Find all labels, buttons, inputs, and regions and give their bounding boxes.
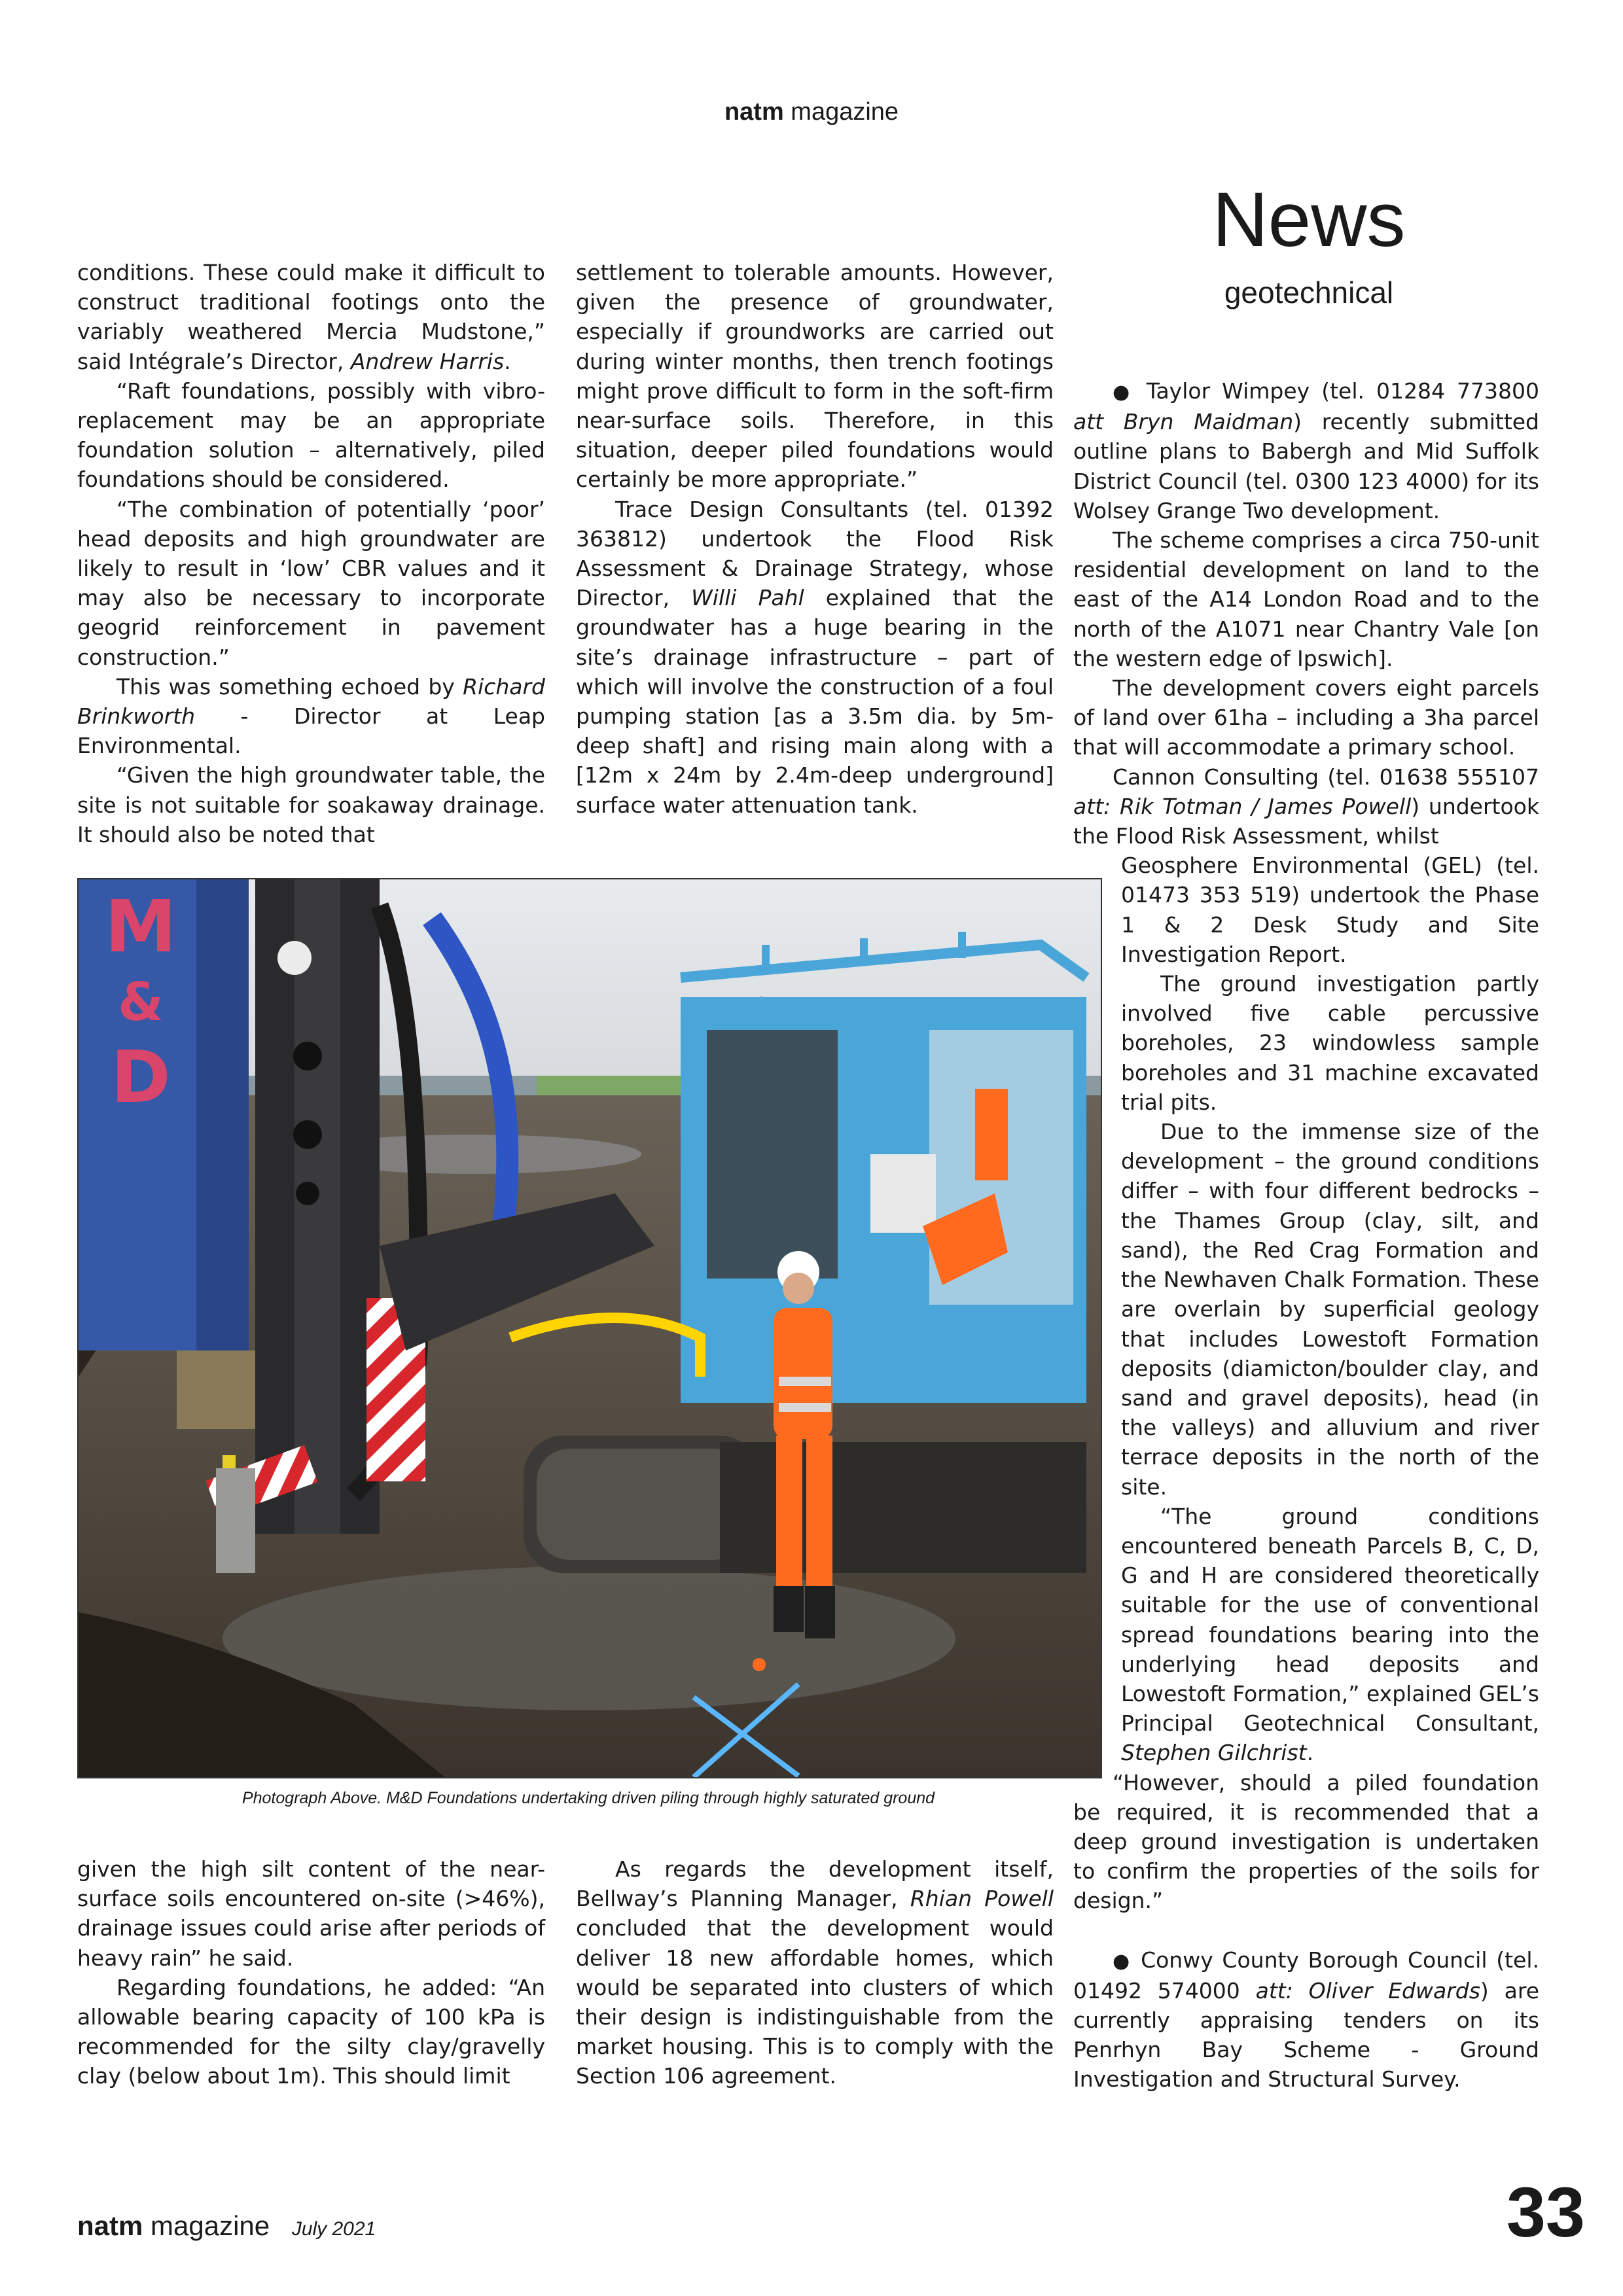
column-2-bottom bbox=[576, 1854, 1054, 2091]
paragraph: “However, should a piled foundation be required, it is recommended that a deep ground investigation is undertaken to confirm the properties of the soils for design.” bbox=[1073, 1769, 1539, 1914]
paragraph: given the high silt content of the near-surface soils encountered on-site (>46%), drainage issues could arise after periods of heavy rain” he said. bbox=[77, 1856, 545, 1971]
rig-letter: M bbox=[105, 885, 177, 968]
masthead-brand: natm bbox=[724, 98, 784, 126]
paragraph: Regarding foundations, he added: “An allowable bearing capacity of 100 kPa is recommended for the silty clay/gravelly clay (below about 1m). This should limit bbox=[77, 1974, 545, 2089]
paragraph: Cannon Consulting (tel. 01638 555107 att: Rik Totman / James Powell) undertook the Flood Risk Assessment, whilst bbox=[1073, 764, 1539, 849]
person-name: Stephen Gilchrist bbox=[1121, 1740, 1307, 1766]
paragraph: “The ground conditions encountered beneath Parcels B, C, D, G and H are considered theoretically suitable for the use of conventional spread foundations bearing into the underlying head deposits and Lowestoft Formation,” explained GEL’s Principal Geotechnical Consultant, Stephen Gilchrist. bbox=[1121, 1503, 1539, 1766]
page-number: 33 bbox=[1506, 2172, 1585, 2252]
person-name: Willi Pahl bbox=[691, 585, 804, 611]
contact-name: att: Oliver Edwards bbox=[1255, 1977, 1480, 2004]
photo-caption: Photograph Above. M&D Foundations undertaking driven piling through highly saturated ground bbox=[241, 1789, 935, 1807]
column-3 bbox=[1073, 376, 1539, 2094]
paragraph: The development covers eight parcels of land over 61ha – including a 3ha parcel that will accommodate a primary school. bbox=[1073, 675, 1539, 760]
paragraph: “Given the high groundwater table, the site is not suitable for soakaway drainage. It should also be noted that bbox=[77, 762, 545, 847]
piling-rig-photo bbox=[77, 878, 1102, 1778]
paragraph: “The combination of potentially ‘poor’ head deposits and high groundwater are likely to result in ‘low’ CBR values and it may also be necessary to incorporate geogrid reinforcement in pavement construction.” bbox=[77, 496, 545, 670]
paragraph: Due to the immense size of the development – the ground conditions differ – with four different bedrocks – the Thames Group (clay, silt, and sand), the Red Crag Formation and the Newhaven Chalk Formation. These are overlain by superficial geology that includes Lowestoft Formation deposits (diamicton/boulder clay, and sand and gravel deposits), head (in the valleys) and alluvium and river terrace deposits in the north of the site. bbox=[1121, 1119, 1539, 1500]
column-2-top bbox=[576, 258, 1054, 820]
paragraph: settlement to tolerable amounts. However, given the presence of groundwater, especially if groundworks are carried out during winter months, then trench footings might prove difficult to form in the soft-firm near-surface soils. Therefore, in this situation, deeper piled foundations would certainly be more appropriate.” bbox=[576, 260, 1054, 493]
paragraph: The ground investigation partly involved five cable percussive boreholes, 23 windowless sample boreholes and 31 machine excavated trial pits. bbox=[1121, 971, 1539, 1115]
person-name: Rhian Powell bbox=[910, 1886, 1054, 1912]
paragraph: “Raft foundations, possibly with vibro-replacement may be an appropriate foundation solution – alternatively, piled foundations should be considered. bbox=[77, 378, 545, 493]
section-subtitle: geotechnical bbox=[1224, 275, 1394, 309]
paragraph: The scheme comprises a circa 750-unit residential development on land to the east of the A14 London Road and to the north of the A1071 near Chantry Vale [on the western edge of Ipswich]. bbox=[1073, 527, 1539, 671]
wrapped-text bbox=[1121, 851, 1539, 1767]
section-title: News bbox=[1212, 177, 1406, 263]
masthead bbox=[0, 98, 1623, 126]
paragraph: conditions. These could make it difficult to construct traditional footings onto the variably weathered Mercia Mudstone,” said Intégrale’s Director, Andrew Harris. bbox=[77, 260, 545, 374]
contact-name: att Bryn Maidman bbox=[1073, 409, 1294, 435]
rig-letter: & bbox=[118, 972, 164, 1033]
person-name: Andrew Harris bbox=[350, 348, 505, 374]
footer bbox=[77, 2210, 376, 2242]
person-name: Richard Brinkworth bbox=[77, 673, 545, 730]
footer-name: magazine bbox=[151, 2210, 270, 2241]
column-1-bottom bbox=[77, 1854, 545, 2091]
paragraph: ● Taylor Wimpey (tel. 01284 773800 att Bryn Maidman) recently submitted outline plans to Babergh and Mid Suffolk District Council (tel. 0300 123 4000) for its Wolsey Grange Two development. bbox=[1073, 378, 1540, 523]
contact-name: att: Rik Totman / James Powell bbox=[1073, 793, 1412, 819]
masthead-name: magazine bbox=[791, 98, 899, 126]
paragraph: Geosphere Environmental (GEL) (tel. 01473 353 519) undertook the Phase 1 & 2 Desk Study and Site Investigation Report. bbox=[1121, 853, 1539, 967]
paragraph: Trace Design Consultants (tel. 01392 363812) undertook the Flood Risk Assessment & Drainage Strategy, whose Director, Willi Pahl explained that the groundwater has a huge bearing in the site’s drainage infrastructure – part of which will involve the construction of a foul pumping station [as a 3.5m dia. by 5m-deep shaft] and rising main along with a [12m x 24m by 2.4m-deep underground] surface water attenuation tank. bbox=[576, 496, 1054, 818]
column-1-top bbox=[77, 258, 545, 849]
bullet-icon: ● bbox=[1113, 1949, 1132, 1973]
paragraph: As regards the development itself, Bellway’s Planning Manager, Rhian Powell concluded that the development would deliver 18 new affordable homes, which would be separated into clusters of which their design is indistinguishable from the market housing. This is to comply with the Section 106 agreement. bbox=[576, 1856, 1054, 2089]
issue-date: July 2021 bbox=[291, 2218, 376, 2240]
paragraph: This was something echoed by Richard Brinkworth - Director at Leap Environmental. bbox=[77, 673, 545, 759]
bullet-icon: ● bbox=[1113, 381, 1135, 404]
paragraph: ● Conwy County Borough Council (tel. 01492 574000 att: Oliver Edwards) are currently appraising tenders on its Penrhyn Bay Scheme - Ground Investigation and Structural Survey. bbox=[1073, 1947, 1539, 2093]
footer-brand: natm bbox=[77, 2210, 143, 2241]
rig-letter: D bbox=[111, 1035, 171, 1119]
